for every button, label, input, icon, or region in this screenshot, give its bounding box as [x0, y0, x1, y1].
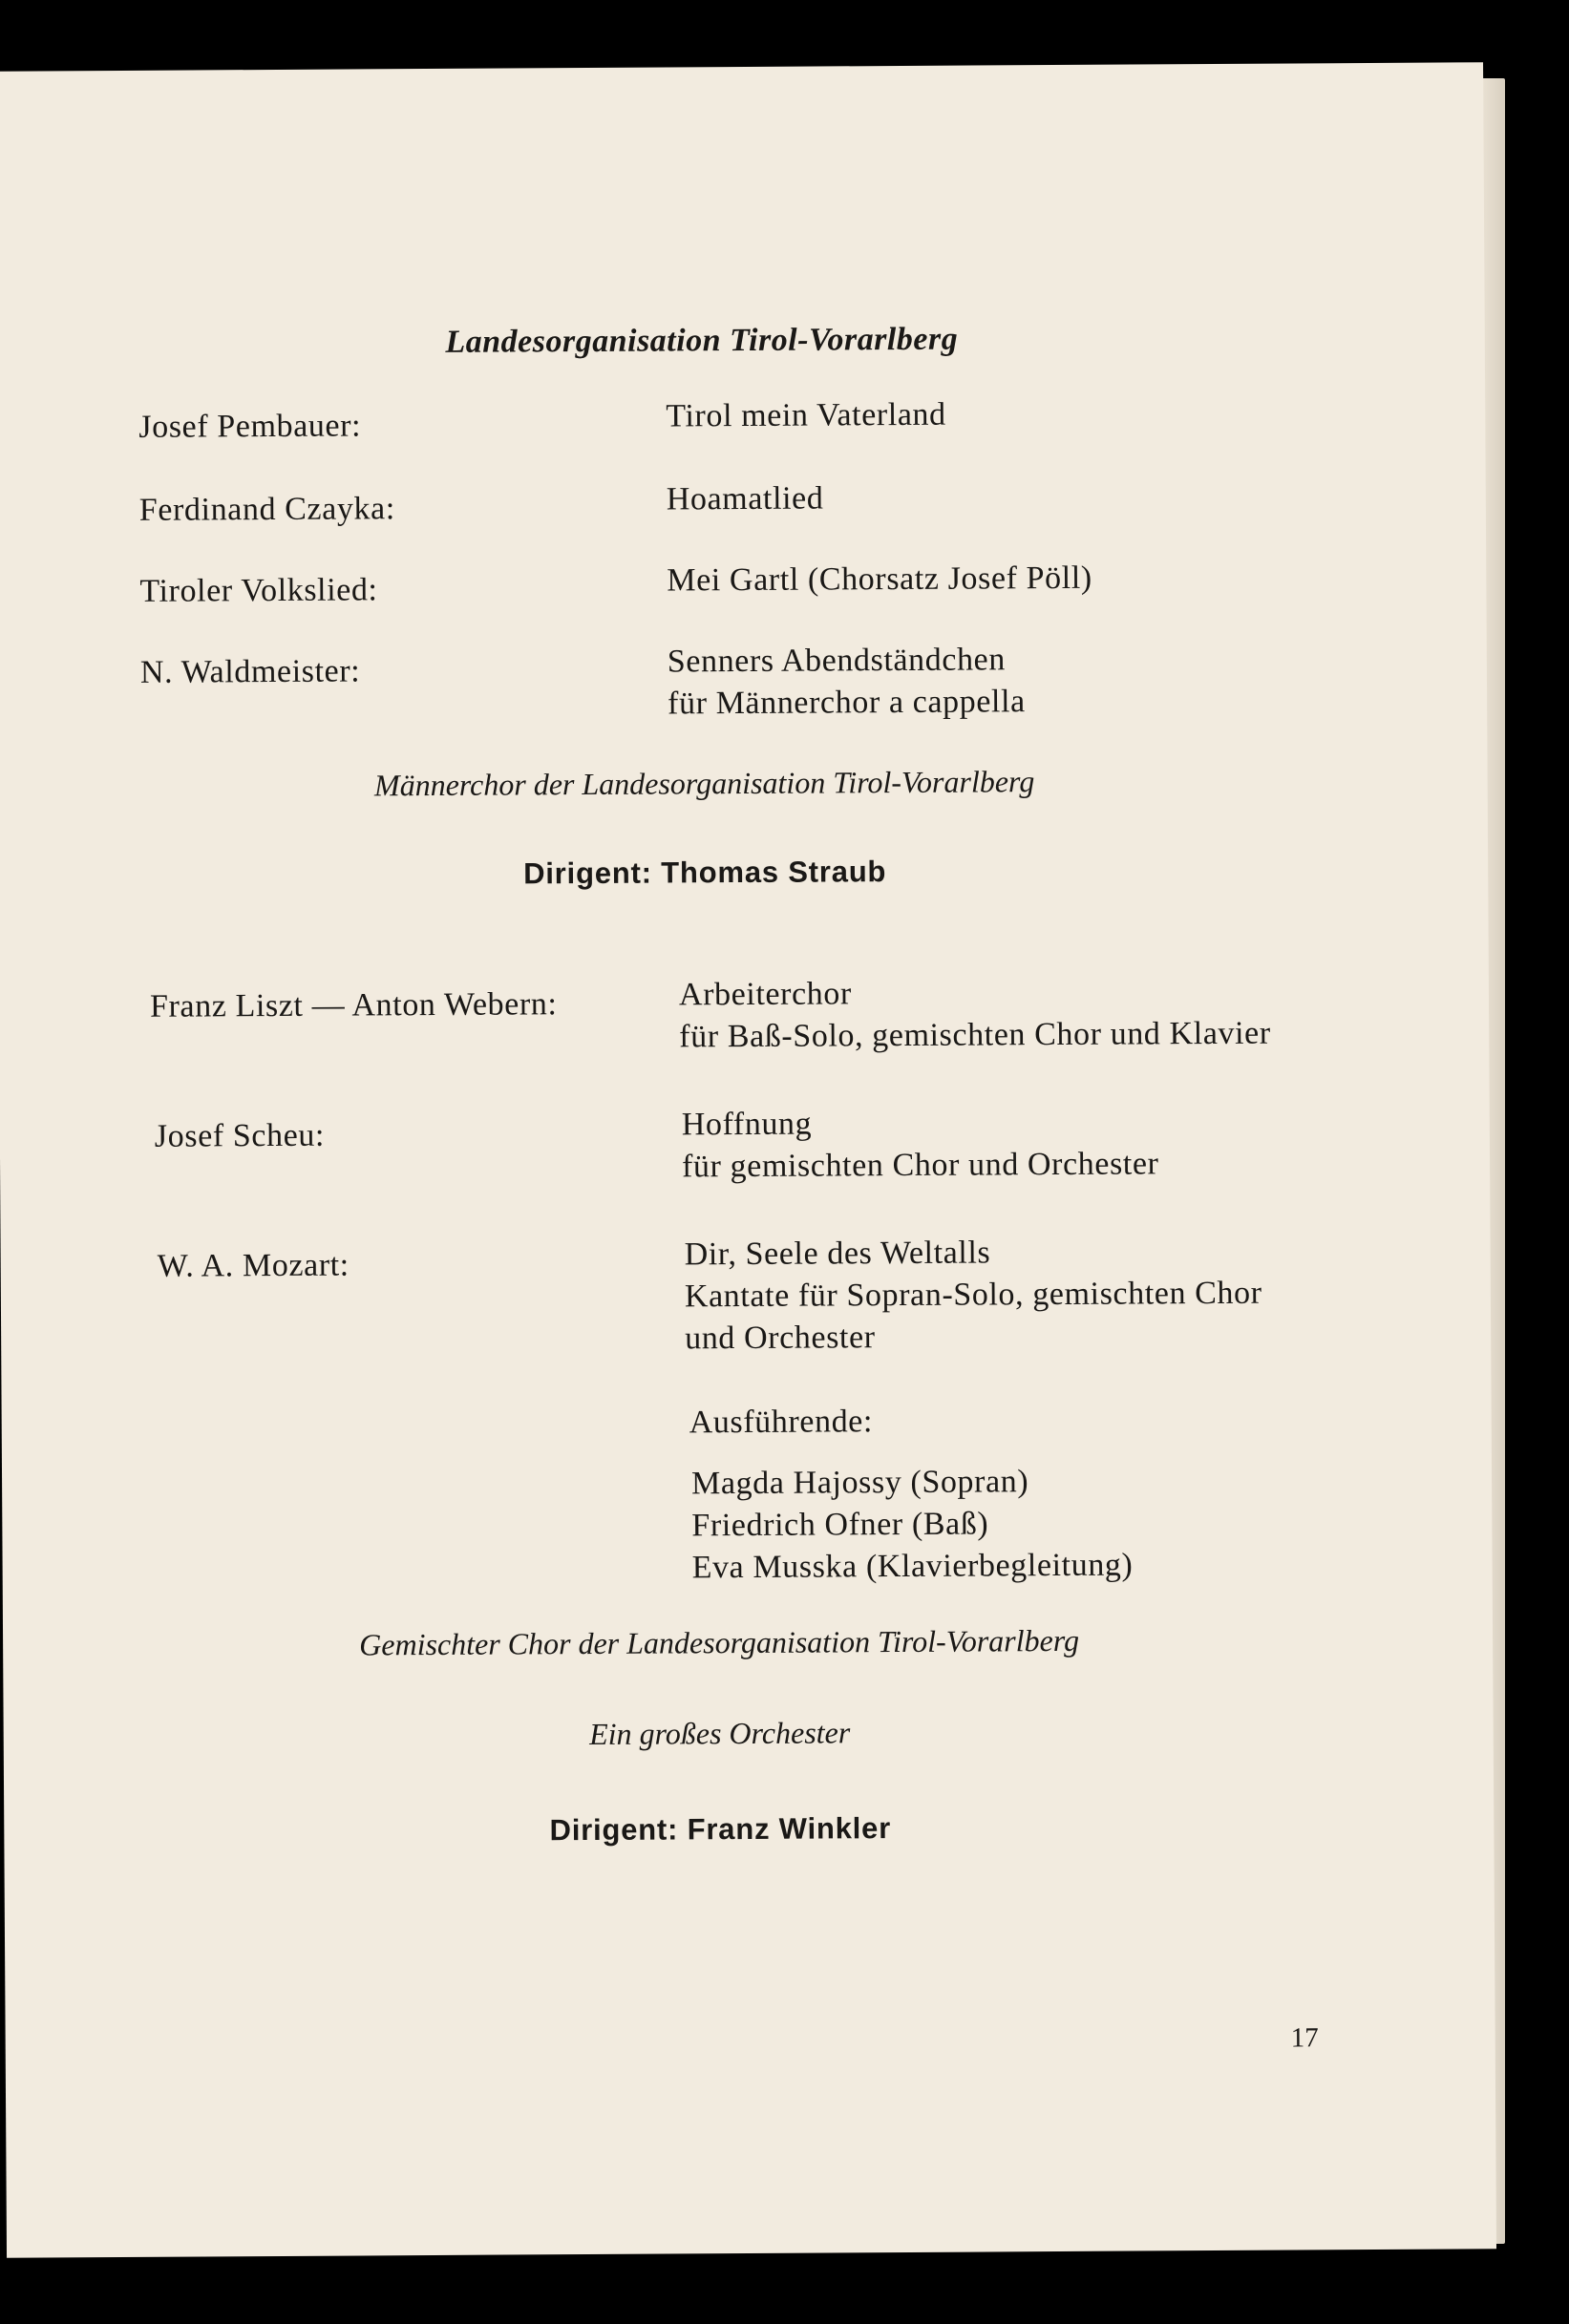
page-number: 17	[1290, 2022, 1319, 2054]
performer: Magda Hajossy (Sopran)	[690, 1464, 1029, 1502]
work-line: Arbeiterchor	[678, 976, 852, 1013]
work-line: für gemischten Chor und Orchester	[681, 1146, 1159, 1185]
ensemble-name: Gemischter Chor der Landesorganisation Tirol-Vorarlberg	[359, 1622, 1080, 1662]
conductor-line: Dirigent: Thomas Straub	[523, 855, 887, 891]
work-line: für Männerchor a cappella	[667, 684, 1026, 722]
composer-name: Josef Scheu:	[154, 1117, 326, 1154]
performer: Eva Musska (Klavierbegleitung)	[691, 1547, 1134, 1586]
work-title	[666, 394, 946, 438]
composer-name: Ferdinand Czayka:	[138, 491, 395, 528]
work-title	[682, 1101, 1159, 1188]
work-title	[667, 558, 1092, 602]
composer-name: Josef Pembauer:	[138, 408, 362, 445]
work-line: Hoffnung	[681, 1106, 813, 1143]
work-line: und Orchester	[685, 1320, 876, 1357]
document-page	[0, 62, 1496, 2257]
work-line: Kantate für Sopran-Solo, gemischten Chor	[684, 1275, 1262, 1315]
composer-name: Franz Liszt — Anton Webern:	[149, 986, 558, 1025]
work-line: Tirol mein Vaterland	[666, 396, 946, 434]
work-title	[685, 1231, 1263, 1361]
orchestra-name: Ein großes Orchester	[589, 1715, 851, 1752]
work-line: Mei Gartl (Chorsatz Josef Pöll)	[667, 560, 1092, 599]
work-line: für Baß-Solo, gemischten Chor und Klavier	[679, 1015, 1271, 1055]
work-line: Senners Abendständchen	[667, 642, 1007, 680]
work-title	[679, 971, 1271, 1059]
section-heading: Landesorganisation Tirol-Vorarlberg	[445, 321, 959, 360]
performers-label: Ausführende:	[689, 1404, 874, 1441]
performer: Friedrich Ofner (Baß)	[691, 1506, 989, 1544]
composer-name: W. A. Mozart:	[157, 1247, 350, 1284]
ensemble-name: Männerchor der Landesorganisation Tirol-Vorarlberg	[373, 764, 1035, 803]
conductor-line: Dirigent: Franz Winkler	[549, 1811, 892, 1848]
work-line: Dir, Seele des Weltalls	[684, 1235, 991, 1273]
work-line: Hoamatlied	[666, 480, 824, 518]
work-title	[668, 639, 1026, 725]
composer-name: Tiroler Volkslied:	[139, 572, 378, 609]
performers-list	[691, 1461, 1134, 1590]
composer-name: N. Waldmeister:	[139, 653, 361, 690]
work-title	[667, 477, 824, 520]
